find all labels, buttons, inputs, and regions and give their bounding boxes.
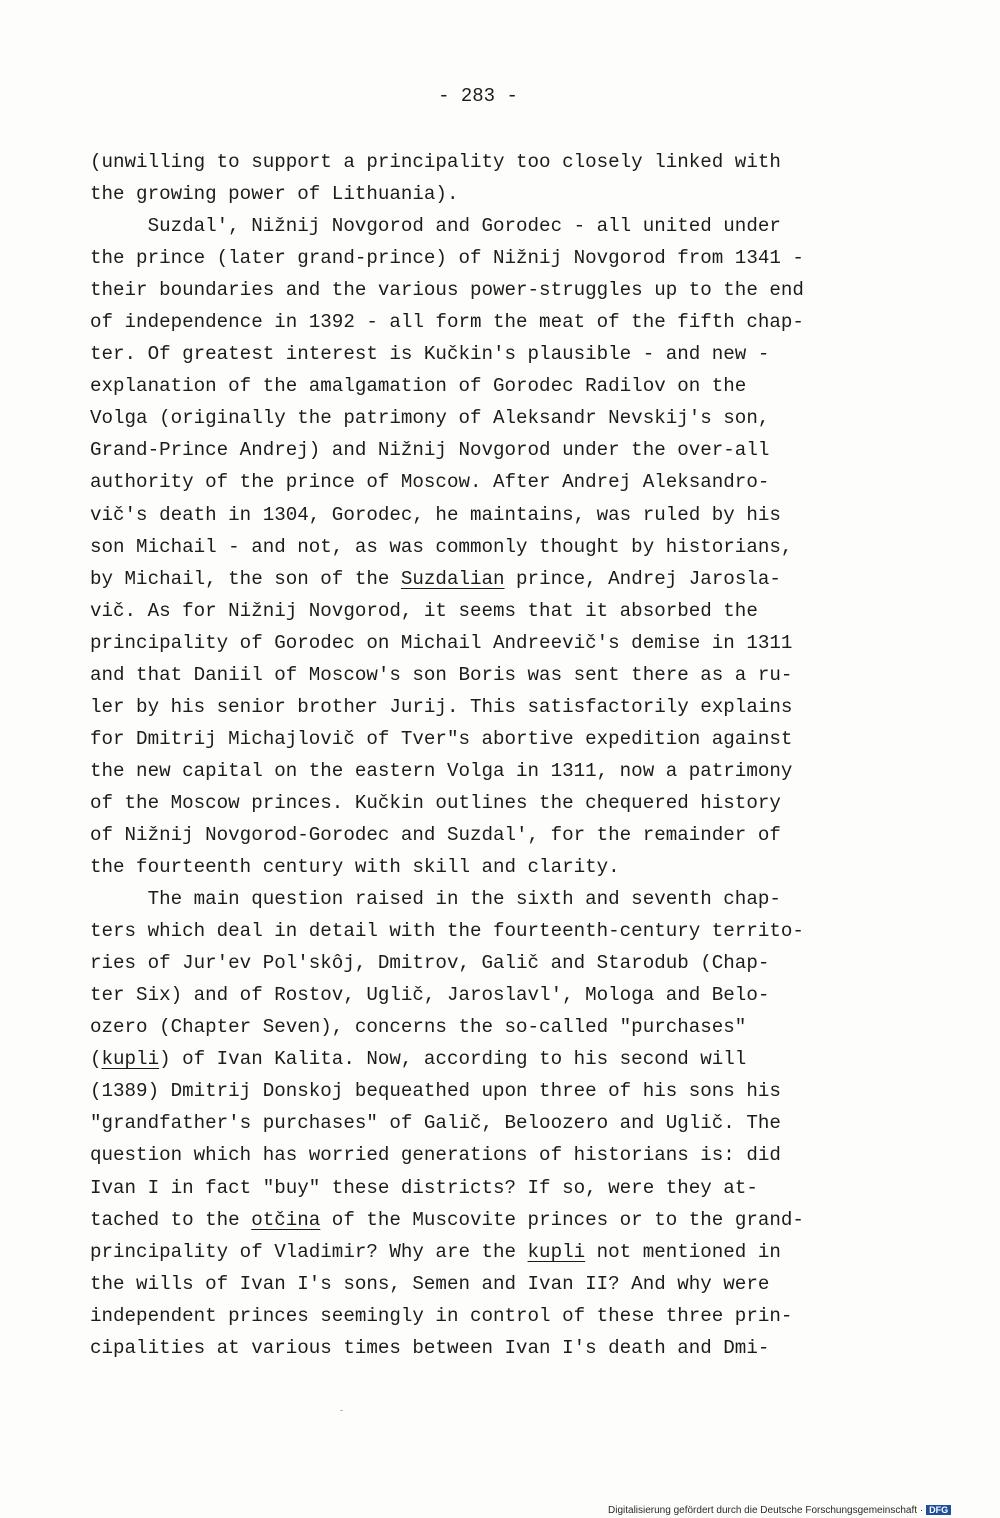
text-line [90, 434, 890, 466]
underlined-term: kupli [527, 1240, 586, 1263]
text-segment: authority of the prince of Moscow. After Andrej Aleksandro- [90, 471, 770, 494]
underlined-term: otčina [251, 1208, 321, 1231]
text-segment: of the Muscovite princes or to the grand- [320, 1208, 804, 1231]
text-line [90, 274, 890, 306]
text-segment: and that Daniil of Moscow's son Boris was sent there as a ru- [90, 663, 793, 686]
text-line [90, 691, 890, 723]
page-number: - 283 - [438, 85, 518, 107]
text-segment: principality of Gorodec on Michail Andreevič's demise in 1311 [90, 631, 793, 654]
text-segment: by Michail, the son of the [90, 567, 401, 590]
text-line [90, 563, 890, 595]
text-line [90, 595, 890, 627]
text-line [90, 819, 890, 851]
text-line [90, 1011, 890, 1043]
text-segment: Suzdal', Nižnij Novgorod and Gorodec - all united under [90, 215, 781, 238]
text-line [90, 1204, 890, 1236]
text-line [90, 1139, 890, 1171]
text-segment: principality of Vladimir? Why are the [90, 1240, 528, 1263]
digitization-footer [608, 1505, 951, 1516]
text-segment: of the Moscow princes. Kučkin outlines the chequered history [90, 791, 781, 814]
dfg-logo-icon: DFG [926, 1505, 951, 1515]
text-segment: the growing power of Lithuania). [90, 183, 459, 206]
text-line [90, 1300, 890, 1332]
text-segment: of Nižnij Novgorod-Gorodec and Suzdal', for the remainder of [90, 823, 781, 846]
text-segment: explanation of the amalgamation of Gorodec Radilov on the [90, 375, 747, 398]
scan-speck [340, 1410, 343, 1411]
text-line [90, 787, 890, 819]
text-line [90, 851, 890, 883]
text-segment: (unwilling to support a principality too closely linked with [90, 151, 781, 173]
text-line [90, 499, 890, 531]
text-segment: ozero (Chapter Seven), concerns the so-called "purchases" [90, 1016, 747, 1039]
text-segment: question which has worried generations of historians is: did [90, 1144, 781, 1167]
body-text [90, 146, 890, 1364]
text-line [90, 1332, 890, 1364]
text-segment: prince, Andrej Jarosla- [504, 567, 781, 590]
text-line [90, 370, 890, 402]
text-segment: Ivan I in fact "buy" these districts? If so, were they at- [90, 1176, 758, 1199]
text-line [90, 178, 890, 210]
footer-credit: Digitalisierung gefördert durch die Deutsche Forschungsgemeinschaft · [608, 1505, 924, 1516]
text-segment: the prince (later grand-prince) of Nižnij Novgorod from 1341 - [90, 247, 804, 270]
text-segment: for Dmitrij Michajlovič of Tver"s abortive expedition against [90, 727, 793, 750]
text-line [90, 306, 890, 338]
text-line [90, 466, 890, 498]
text-line [90, 883, 890, 915]
text-line [90, 1043, 890, 1075]
text-line [90, 402, 890, 434]
text-segment: The main question raised in the sixth and seventh chap- [90, 888, 781, 911]
text-line [90, 659, 890, 691]
text-line [90, 146, 890, 178]
text-segment: ries of Jur'ev Pol'skôj, Dmitrov, Galič and Starodub (Chap- [90, 952, 770, 975]
text-segment: (1389) Dmitrij Donskoj bequeathed upon three of his sons his [90, 1080, 781, 1103]
text-line [90, 947, 890, 979]
text-line [90, 338, 890, 370]
text-line [90, 531, 890, 563]
text-segment: ( [90, 1048, 102, 1071]
text-line [90, 1236, 890, 1268]
text-segment: cipalities at various times between Ivan I's death and Dmi- [90, 1336, 770, 1359]
underlined-term: kupli [101, 1048, 160, 1071]
text-line [90, 1172, 890, 1204]
text-line [90, 1107, 890, 1139]
text-line [90, 1075, 890, 1107]
text-segment: of independence in 1392 - all form the meat of the fifth chap- [90, 311, 804, 334]
text-segment: ler by his senior brother Jurij. This satisfactorily explains [90, 695, 793, 718]
text-line [90, 755, 890, 787]
text-segment: ters which deal in detail with the fourteenth-century territo- [90, 920, 804, 943]
text-segment: not mentioned in [585, 1240, 781, 1263]
underlined-term: Suzdalian [400, 567, 505, 590]
text-segment: the new capital on the eastern Volga in 1311, now a patrimony [90, 759, 793, 782]
text-line [90, 723, 890, 755]
text-line [90, 627, 890, 659]
text-segment: the fourteenth century with skill and clarity. [90, 856, 620, 879]
text-segment: tached to the [90, 1208, 252, 1231]
text-segment: their boundaries and the various power-struggles up to the end [90, 279, 804, 302]
text-segment: vič. As for Nižnij Novgorod, it seems that it absorbed the [90, 599, 758, 622]
text-line [90, 915, 890, 947]
text-segment: the wills of Ivan I's sons, Semen and Ivan II? And why were [90, 1272, 770, 1295]
text-line [90, 979, 890, 1011]
text-line [90, 210, 890, 242]
text-segment: Volga (originally the patrimony of Aleksandr Nevskij's son, [90, 407, 770, 430]
text-segment: ) of Ivan Kalita. Now, according to his second will [159, 1048, 747, 1071]
text-segment: vič's death in 1304, Gorodec, he maintains, was ruled by his [90, 503, 781, 526]
text-segment: son Michail - and not, as was commonly thought by historians, [90, 535, 793, 558]
text-segment: "grandfather's purchases" of Galič, Beloozero and Uglič. The [90, 1112, 781, 1135]
text-segment: Grand-Prince Andrej) and Nižnij Novgorod under the over-all [90, 439, 770, 462]
text-segment: ter. Of greatest interest is Kučkin's plausible - and new - [90, 343, 770, 366]
text-segment: independent princes seemingly in control of these three prin- [90, 1304, 793, 1327]
text-line [90, 1268, 890, 1300]
text-line [90, 242, 890, 274]
text-segment: ter Six) and of Rostov, Uglič, Jaroslavl', Mologa and Belo- [90, 984, 770, 1007]
